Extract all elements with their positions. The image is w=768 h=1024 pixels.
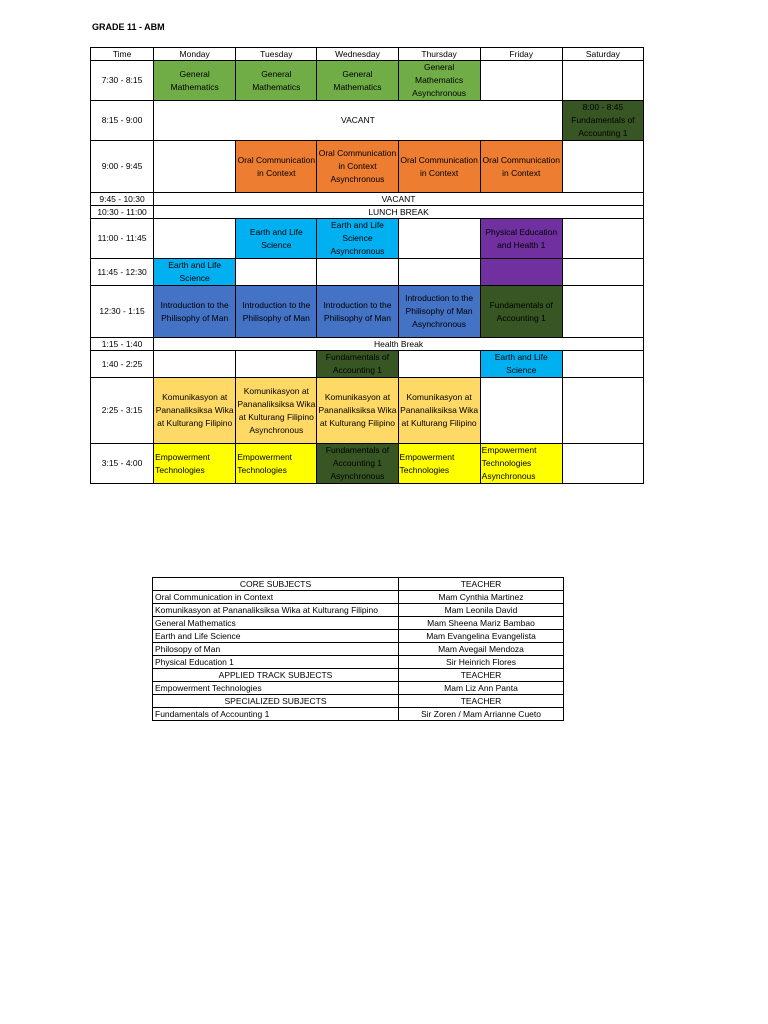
health-break-cell: Health Break bbox=[154, 338, 644, 351]
class-cell: Empowerment Technologies bbox=[154, 444, 236, 484]
table-row bbox=[153, 682, 564, 695]
schedule-table bbox=[90, 47, 644, 484]
table-row bbox=[91, 338, 644, 351]
subject-cell: Oral Communication in Context bbox=[153, 591, 399, 604]
class-cell: Fundamentals of Accounting 1 bbox=[317, 351, 398, 378]
time-cell: 12:30 - 1:15 bbox=[91, 286, 154, 338]
empty-cell bbox=[154, 219, 236, 259]
teacher-cell: Mam Leonila David bbox=[399, 604, 564, 617]
teacher-header: TEACHER bbox=[399, 669, 564, 682]
table-row bbox=[91, 193, 644, 206]
class-cell: Earth and Life Science bbox=[480, 351, 562, 378]
class-cell: Komunikasyon at Pananaliksiksa Wika at Kulturang Filipino Asynchronous bbox=[236, 378, 317, 444]
class-cell: Oral Communication in Context bbox=[236, 141, 317, 193]
time-cell: 9:45 - 10:30 bbox=[91, 193, 154, 206]
empty-cell bbox=[562, 286, 643, 338]
teacher-cell: Mam Cynthia Martinez bbox=[399, 591, 564, 604]
teacher-cell: Sir Zoren / Mam Arrianne Cueto bbox=[399, 708, 564, 721]
teacher-cell: Sir Heinrich Flores bbox=[399, 656, 564, 669]
table-row bbox=[91, 378, 644, 444]
table-row bbox=[153, 617, 564, 630]
empty-cell bbox=[154, 351, 236, 378]
table-row bbox=[153, 604, 564, 617]
empty-cell bbox=[562, 61, 643, 101]
class-cell: General Mathematics bbox=[236, 61, 317, 101]
subject-cell: General Mathematics bbox=[153, 617, 399, 630]
teacher-header: TEACHER bbox=[399, 578, 564, 591]
class-cell: Earth and Life Science bbox=[236, 219, 317, 259]
table-row bbox=[153, 630, 564, 643]
section-header: SPECIALIZED SUBJECTS bbox=[153, 695, 399, 708]
empty-cell bbox=[562, 219, 643, 259]
table-row bbox=[153, 643, 564, 656]
subject-cell: Fundamentals of Accounting 1 bbox=[153, 708, 399, 721]
time-cell: 1:15 - 1:40 bbox=[91, 338, 154, 351]
empty-cell bbox=[236, 351, 317, 378]
table-row bbox=[91, 286, 644, 338]
class-cell: Empowerment Technologies Asynchronous bbox=[480, 444, 562, 484]
section-header: APPLIED TRACK SUBJECTS bbox=[153, 669, 399, 682]
class-cell: Fundamentals of Accounting 1 bbox=[480, 286, 562, 338]
col-header: Friday bbox=[480, 48, 562, 61]
subjects-table bbox=[152, 577, 564, 721]
class-cell: Introduction to the Philisophy of Man bbox=[236, 286, 317, 338]
table-row bbox=[91, 101, 644, 141]
time-cell: 9:00 - 9:45 bbox=[91, 141, 154, 193]
teacher-cell: Mam Evangelina Evangelista bbox=[399, 630, 564, 643]
subject-cell: Earth and Life Science bbox=[153, 630, 399, 643]
teacher-header: TEACHER bbox=[399, 695, 564, 708]
table-row bbox=[153, 656, 564, 669]
class-cell: Komunikasyon at Pananaliksiksa Wika at Kulturang Filipino bbox=[154, 378, 236, 444]
empty-cell bbox=[480, 378, 562, 444]
col-header: Wednesday bbox=[317, 48, 398, 61]
class-cell: Empowerment Technologies bbox=[236, 444, 317, 484]
section-header-row bbox=[153, 578, 564, 591]
teacher-cell: Mam Avegail Mendoza bbox=[399, 643, 564, 656]
class-cell: Komunikasyon at Pananaliksiksa Wika at Kulturang Filipino bbox=[317, 378, 398, 444]
lunch-break-cell: LUNCH BREAK bbox=[154, 206, 644, 219]
time-cell: 10:30 - 11:00 bbox=[91, 206, 154, 219]
table-row bbox=[91, 444, 644, 484]
section-header: CORE SUBJECTS bbox=[153, 578, 399, 591]
teacher-cell: Mam Sheena Mariz Bambao bbox=[399, 617, 564, 630]
empty-cell bbox=[398, 351, 480, 378]
table-row bbox=[91, 219, 644, 259]
class-cell: Introduction to the Philisophy of Man Asynchronous bbox=[398, 286, 480, 338]
empty-cell bbox=[154, 141, 236, 193]
class-cell: Oral Communication in Context bbox=[480, 141, 562, 193]
time-cell: 2:25 - 3:15 bbox=[91, 378, 154, 444]
empty-cell bbox=[480, 61, 562, 101]
class-cell: Oral Communication in Context bbox=[398, 141, 480, 193]
class-cell: General Mathematics Asynchronous bbox=[398, 61, 480, 101]
time-cell: 3:15 - 4:00 bbox=[91, 444, 154, 484]
col-header: Monday bbox=[154, 48, 236, 61]
table-row bbox=[153, 591, 564, 604]
empty-cell bbox=[562, 141, 643, 193]
class-cell: Earth and Life Science bbox=[154, 259, 236, 286]
col-header: Saturday bbox=[562, 48, 643, 61]
empty-cell bbox=[562, 259, 643, 286]
empty-cell bbox=[398, 219, 480, 259]
empty-cell bbox=[562, 351, 643, 378]
empty-cell bbox=[236, 259, 317, 286]
vacant-cell: VACANT bbox=[154, 101, 563, 141]
time-cell: 1:40 - 2:25 bbox=[91, 351, 154, 378]
table-row bbox=[91, 206, 644, 219]
section-header-row bbox=[153, 695, 564, 708]
page-title: GRADE 11 - ABM bbox=[92, 22, 165, 32]
class-cell: General Mathematics bbox=[154, 61, 236, 101]
subject-cell: Empowerment Technologies bbox=[153, 682, 399, 695]
class-cell bbox=[480, 259, 562, 286]
subject-cell: Komunikasyon at Pananaliksiksa Wika at Kulturang Filipino bbox=[153, 604, 399, 617]
table-row bbox=[91, 259, 644, 286]
class-cell: Fundamentals of Accounting 1 Asynchronous bbox=[317, 444, 398, 484]
table-row bbox=[91, 141, 644, 193]
class-cell: Physical Education and Health 1 bbox=[480, 219, 562, 259]
empty-cell bbox=[398, 259, 480, 286]
empty-cell bbox=[562, 378, 643, 444]
time-cell: 8:15 - 9:00 bbox=[91, 101, 154, 141]
class-cell: Empowerment Technologies bbox=[398, 444, 480, 484]
vacant-cell: VACANT bbox=[154, 193, 644, 206]
header-row bbox=[91, 48, 644, 61]
class-cell: General Mathematics bbox=[317, 61, 398, 101]
class-cell: Introduction to the Philisophy of Man bbox=[317, 286, 398, 338]
empty-cell bbox=[317, 259, 398, 286]
class-cell: 8:00 - 8:45 Fundamentals of Accounting 1 bbox=[562, 101, 643, 141]
time-cell: 11:45 - 12:30 bbox=[91, 259, 154, 286]
col-header: Tuesday bbox=[236, 48, 317, 61]
class-cell: Earth and Life Science Asynchronous bbox=[317, 219, 398, 259]
col-header: Time bbox=[91, 48, 154, 61]
class-cell: Introduction to the Philisophy of Man bbox=[154, 286, 236, 338]
subject-cell: Physical Education 1 bbox=[153, 656, 399, 669]
table-row bbox=[91, 61, 644, 101]
empty-cell bbox=[562, 444, 643, 484]
subject-cell: Philosopy of Man bbox=[153, 643, 399, 656]
table-row bbox=[153, 708, 564, 721]
time-cell: 11:00 - 11:45 bbox=[91, 219, 154, 259]
teacher-cell: Mam Liz Ann Panta bbox=[399, 682, 564, 695]
time-cell: 7:30 - 8:15 bbox=[91, 61, 154, 101]
col-header: Thursday bbox=[398, 48, 480, 61]
class-cell: Oral Communication in Context Asynchronous bbox=[317, 141, 398, 193]
table-row bbox=[91, 351, 644, 378]
class-cell: Komunikasyon at Pananaliksiksa Wika at Kulturang Filipino bbox=[398, 378, 480, 444]
section-header-row bbox=[153, 669, 564, 682]
